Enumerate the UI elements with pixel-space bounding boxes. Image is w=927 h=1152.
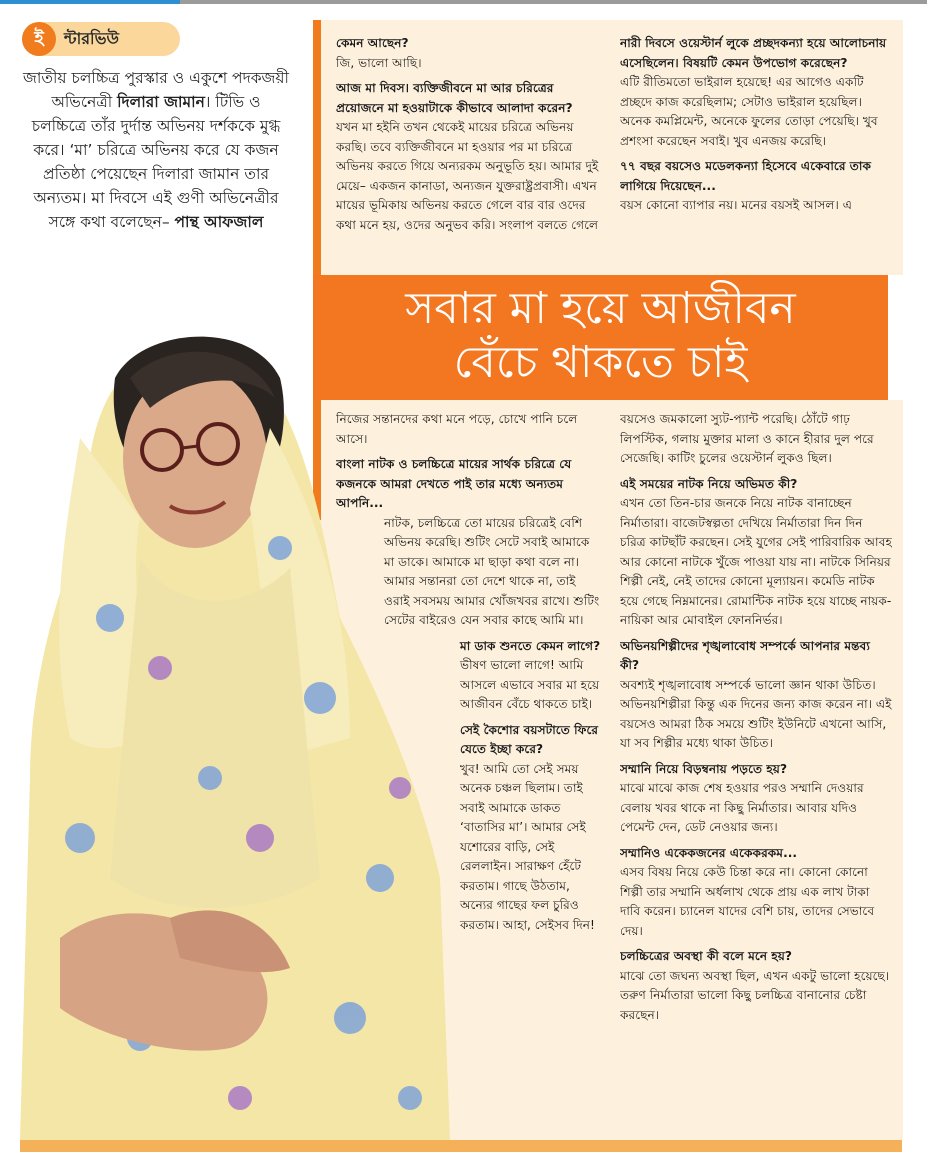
question: বাংলা নাটক ও চলচ্চিত্রে মায়ের সার্থক চরিত্রে যে কজনকে আমরা দেখতে পাই তার মধ্যে অন্যতম আপনি... [336,457,572,510]
intro-text-1: জাতীয় চলচ্চিত্র পুরস্কার ও একুশে পদকজয়ী অভিনেত্রী [23,69,289,111]
answer: মাঝে মাঝে কাজ শেষ হওয়ার পরও সম্মানি দেওয়ার বেলায় খবর থাকে না কিছু নির্মাতার। আবার যদিও পেমেন্ট দেন, ডেট নেওয়ার জন্য। [620,781,864,834]
question: অভিনয়শিল্পীদের শৃঙ্খলাবোধ সম্পর্কে আপনার মন্তব্য কী? [620,638,870,672]
section-tag-label: ন্টারভিউ [64,29,119,48]
question: নারী দিবসে ওয়েস্টার্ন লুকে প্রচ্ছদকন্যা হয়ে আলোচনায় এসেছিলেন। বিষয়টি কেমন উপভোগ করেছেন? [620,36,887,70]
top-gray-rule [180,0,927,4]
answer: মাঝে তো জঘন্য অবস্থা ছিল, এখন একটু ভালো হয়েছে। তরুণ নির্মাতারা ভালো কিছু চলচ্চিত্র বানানোর চেষ্টা করছেন। [620,968,890,1022]
answer: যখন মা হইনি তখন থেকেই মায়ের চরিত্রে অভিনয় করছি। তবে ব্যক্তিজীবনে মা হওয়ার পর মা চরিত্রে অভিনয় করতে গিয়ে অন্যরকম অনুভূতি হয়। আমার দুই মেয়ে– একজন কানাডা, অন্যজন যুক্তরাষ্ট্রপ্রবাসী। এখন মায়ের ভূমিকায় অভিনয় করতে গেলে বার বার ওদের কথা মনে হয়, ওদের অনুভব করি। সংলাপ বলতে গেলে [336,120,599,232]
continued-answer: নিজের সন্তানদের কথা মনে পড়ে, চোখে পানি চলে আসে। [336,412,578,446]
answer: জি, ভালো আছি। [336,55,422,70]
answer: এখন তো তিন-চার জনকে নিয়ে নাটক বানাচ্ছেন নির্মাতারা। বাজেটস্বল্পতা দেখিয়ে নির্মাতারা দিন দিন চরিত্র কাটছাঁট করছেন। সেই যুগের সেই পারিবারিক আবহ আর কোনো নাটকে খুঁজে পাওয়া যায় না। নাটকে সিনিয়র শিল্পী নেই, নেই তাদের কোনো মূল্যায়ন। কমেডি নাটক হয়ে গেছে নিম্নমানের। রোমান্টিক নাটক হয়ে যাচ্ছে নায়ক-নায়িকা আর মোবাইল ফোননির্ভর। [620,496,892,627]
intro-byline: পান্থ আফজাল [174,213,264,231]
headline-line-1: সবার মা হয়ে আজীবন [405,283,796,334]
question: মা ডাক শুনতে কেমন লাগে? [460,638,601,653]
continued-answer: বয়সেও জমকালো স্যুট-প্যান্ট পরেছি। ঠোঁটে গাঢ় লিপস্টিক, গলায় মুক্তার মালা ও কানে হীরার দুল পরে সেজেছি। কাটিং চুলের ওয়েস্টার্ন লুকও ছিল। [620,412,874,465]
question: সম্মানি নিয়ে বিড়ম্বনায় পড়তে হয়? [620,761,788,776]
qa-block [620,34,892,151]
headline [313,282,888,390]
headline-line-2: বেঁচে থাকতে চাই [453,337,748,388]
qa-block [336,79,600,235]
qa-block [336,34,600,73]
answer: অবশ্যই শৃঙ্খলাবোধ সম্পর্কে ভালো জ্ঞান থাকা উচিত। অভিনয়শিল্পীরা কিন্তু এক দিনের জন্য কাজ করেন না। এই বয়সেও আমরা ঠিক সময়ে শুটিং ইউনিটে এখনো আসি, যা সব শিল্পীর মধ্যে থাকা উচিত। [620,677,892,750]
column-bottom-right [620,410,892,1130]
answer: এসব বিষয় নিয়ে কেউ চিন্তা করে না। কোনো কোনো শিল্পী তার সম্মানি অর্ধলাখ থেকে প্রায় এক লাখ টাকা দাবি করেন। চ্যানেল যাদের বেশি চায়, তাদের সেভাবে দেয়। [620,865,875,938]
answer: ভীষণ ভালো লাগে! আমি আসলে এভাবে সবার মা হয়ে আজীবন বেঁচে থাকতে চাই। [460,658,600,711]
question: ৭৭ বছর বয়সেও মডেলকন্যা হিসেবে একেবারে তাক লাগিয়ে দিয়েছেন... [620,159,871,193]
intro-subject-name: দিলারা জামান [117,93,205,111]
intro-text-2: । টিভি ও চলচ্চিত্রে তাঁর দুর্দান্ত অভিনয় দর্শককে মুগ্ধ করে। ‘মা’ চরিত্রে অভিনয় করে যে কজন প্রতিষ্ঠা পেয়েছেন দিলারা জামান তার অন্যতম। মা দিবসে এই গুণী অভিনেত্রীর সঙ্গে কথা বলেছেন– [31,93,281,231]
question: কেমন আছেন? [336,36,409,50]
question: সেই কৈশোর বয়সটাতে ফিরে যেতে ইচ্ছা করে? [460,722,599,756]
qa-block [336,721,602,936]
qa-block [336,637,602,715]
question: আজ মা দিবস। ব্যক্তিজীবনে মা আর চরিত্রের প্রয়োজনে মা হওয়াটাকে কীভাবে আলাদা করেন? [336,81,573,115]
answer: বয়স কোনো ব্যাপার নয়। মনের বয়সই আসল। এ [620,198,852,212]
bottom-accent-bar [20,1140,902,1152]
qa-block [620,157,892,216]
question: এই সময়ের নাটক নিয়ে অভিমত কী? [620,476,798,491]
intro-paragraph [22,66,290,234]
qa-block [620,760,892,838]
question: সম্মানিও একেকজনের একেকরকম... [620,845,797,860]
qa-block [620,475,892,631]
qa-block [336,455,602,631]
answer: নাটক, চলচ্চিত্রে তো মায়ের চরিত্রেই বেশি অভিনয় করেছি। শুটিং সেটে সবাই আমাকে মা ডাকে। আমাকে মা ছাড়া কথা বলে না। আমার সন্তানরা তো দেশে থাকে না, তাই ওরাই সবসময় আমার খোঁজখবর রাখে। শুটিং সেটের বাইরেও যেন সবার কাছে আমি মা। [384,515,600,627]
column-bottom-left [336,410,602,1130]
qa-block [620,947,892,1025]
question: চলচ্চিত্রের অবস্থা কী বলে মনে হয়? [620,949,792,963]
column-top-right [620,34,892,270]
qa-block [620,844,892,942]
answer: খুব! আমি তো সেই সময় অনেক চঞ্চল ছিলাম। তাই সবাই আমাকে ডাকত ‘বাতাসির মা’। আমার সেই যশোরের বাড়ি, সেই রেললাইন। সারাক্ষণ হেঁটে করতাম। গাছে উঠতাম, অন্যের গাছের ফল চুরিও করতাম। আহা, সেইসব দিন! [460,761,595,932]
section-tag-initial: ই [22,22,56,56]
answer: এটি রীতিমতো ভাইরাল হয়েছে! এর আগেও একটি প্রচ্ছদে কাজ করেছিলাম; সেটাও ভাইরাল হয়েছিল। অনেক কমপ্লিমেন্ট, অনেকে ফুলের তোড়া পেয়েছি। খুব প্রশংসা করেছেন সবাই। খুব এনজয় করেছি। [620,75,878,148]
column-top-left [336,34,600,270]
qa-block [620,637,892,754]
